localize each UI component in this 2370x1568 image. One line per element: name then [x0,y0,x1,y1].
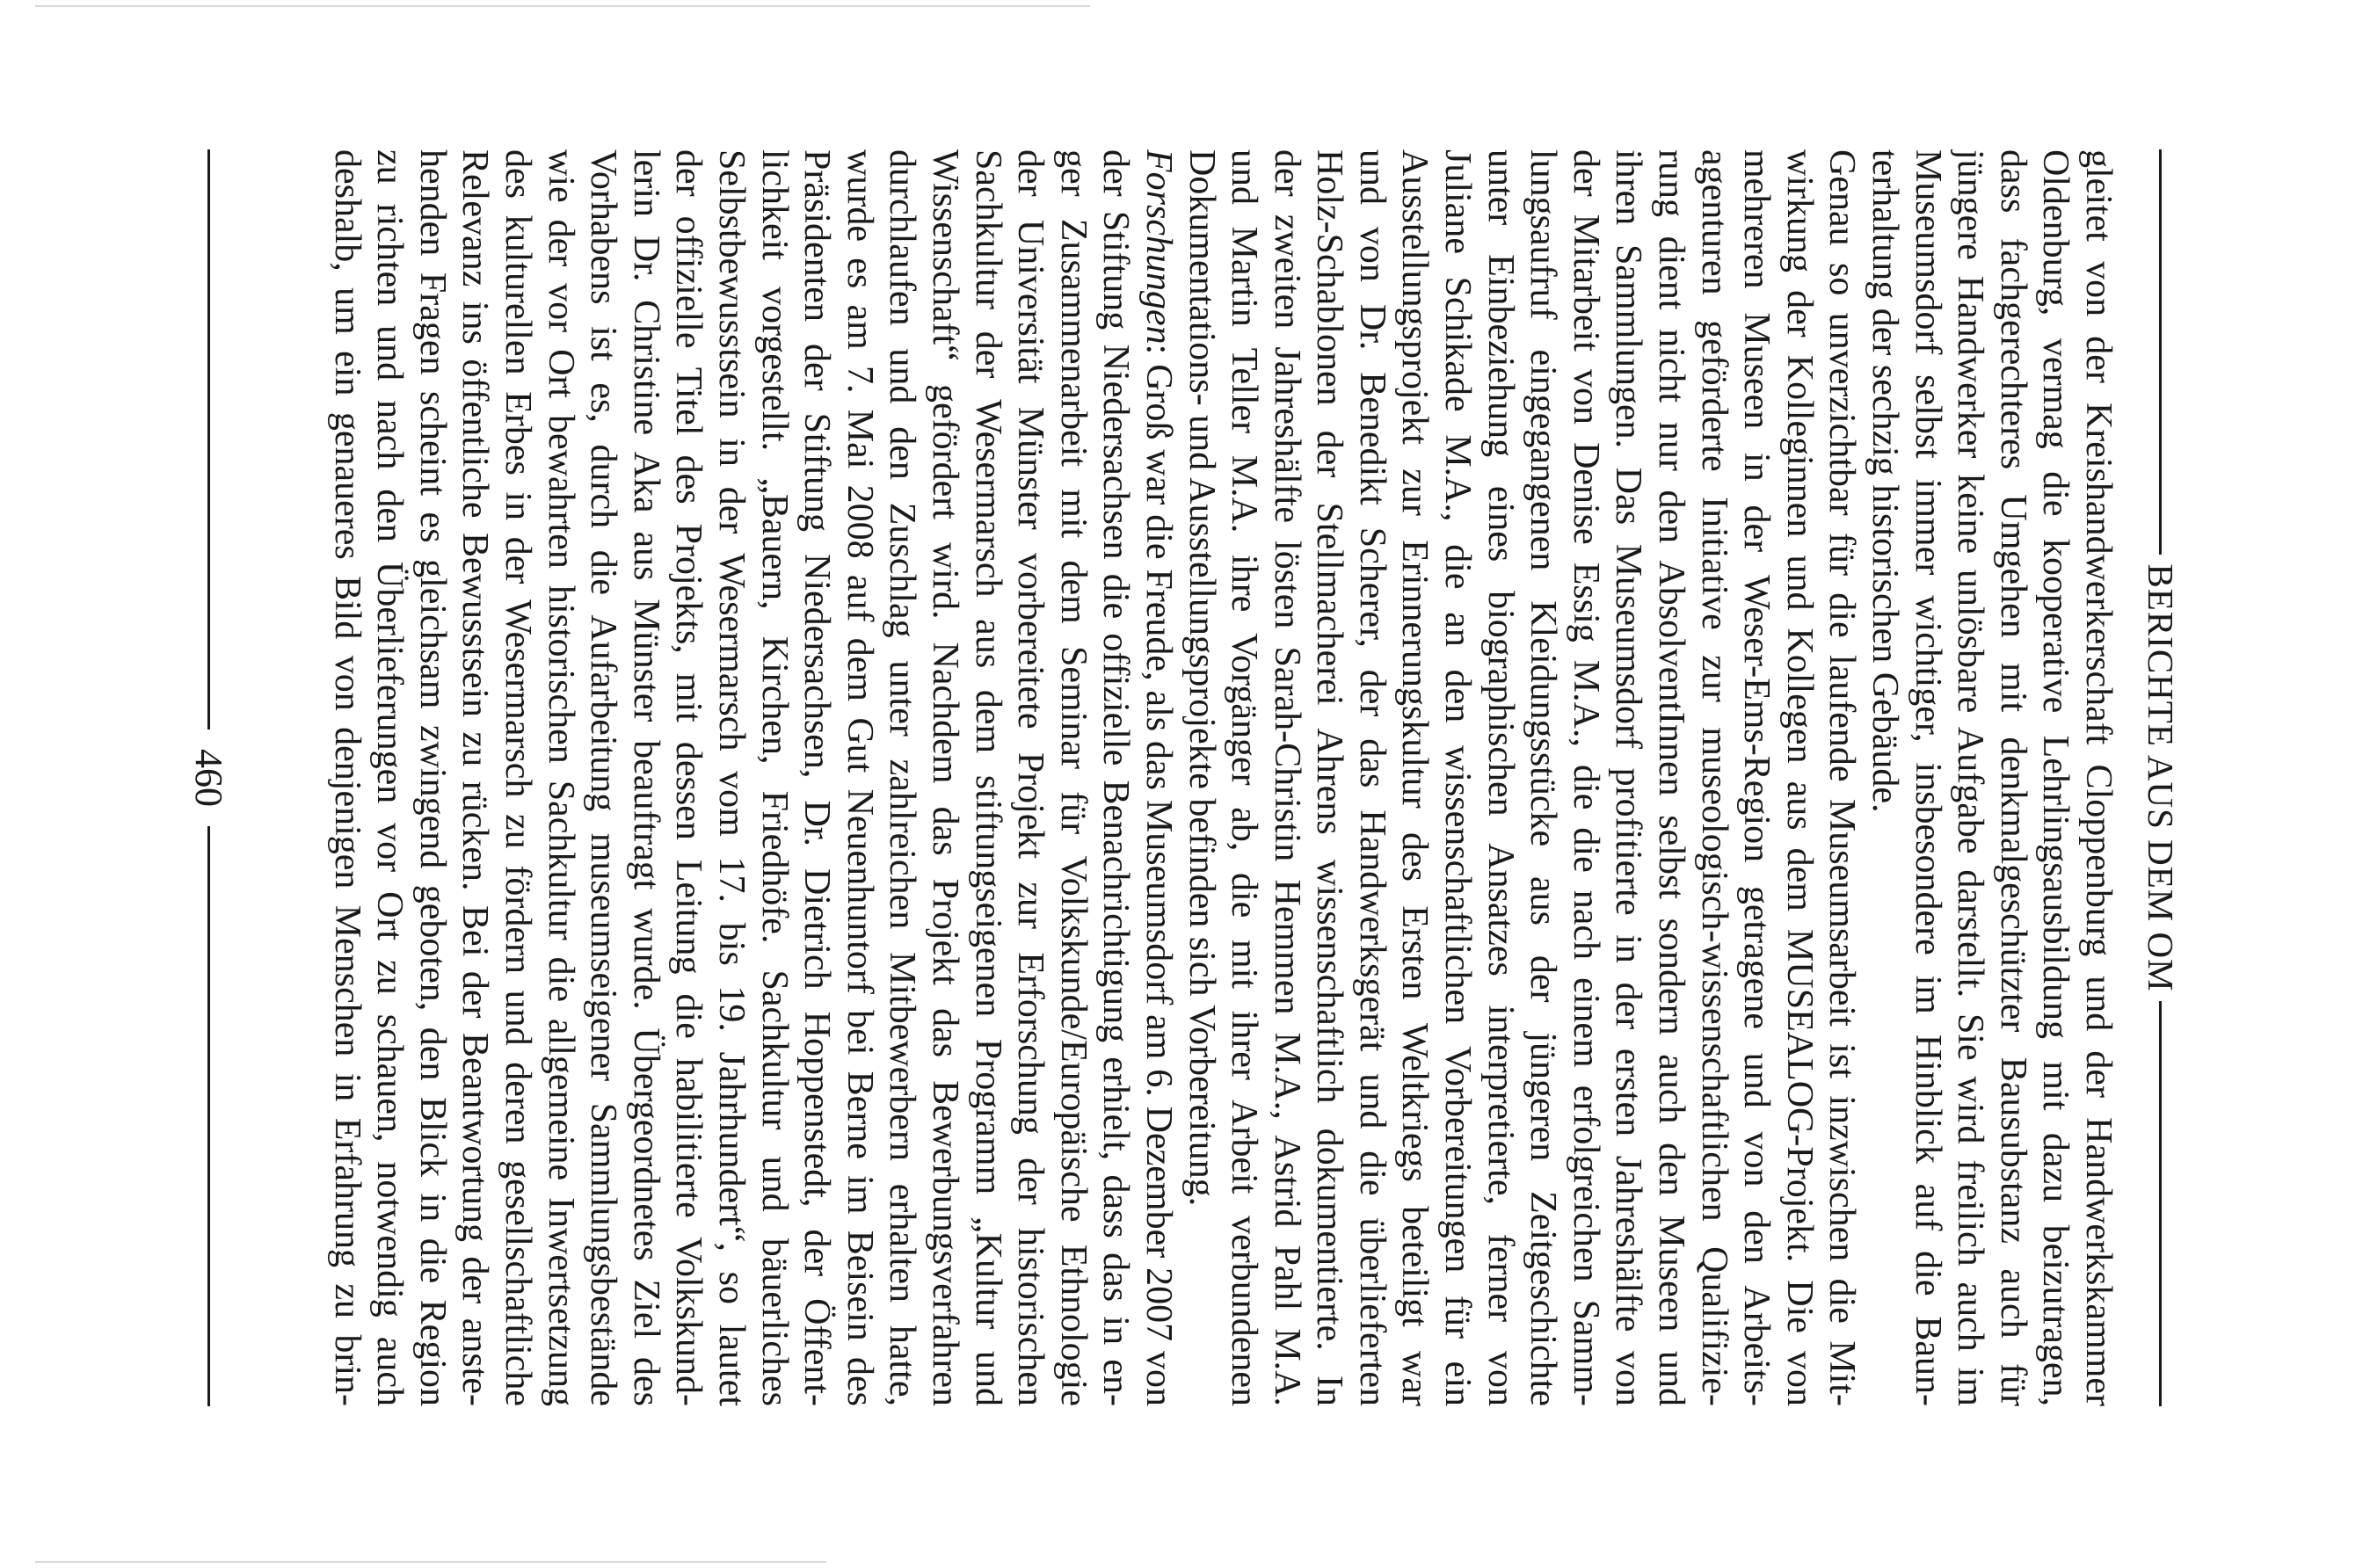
text-line [368,149,411,1406]
text-line [1223,149,1266,1406]
text-line [923,149,966,1406]
line-text: Selbstbewusstsein in der Wesermarsch vom 17. bis 19. Jahrhundert“, so lautet [711,149,752,1406]
text-line [454,149,497,1406]
line-text: Relevanz ins öffentliche Bewusstsein zu rücken. Bei der Beantwortung der anste- [454,149,496,1406]
line-text: Juliane Schikade M.A., die an den wissenschaftlichen Vorbereitungen für ein [1437,149,1479,1406]
text-line [1137,149,1180,1406]
page-number: 460 [187,749,231,807]
line-text: unter Einbeziehung eines biographischen Ansatzes interpretierte, ferner von [1479,149,1521,1406]
line-text: lungsaufruf eingegangenen Kleidungsstücke aus der jüngeren Zeitgeschichte [1523,149,1564,1406]
text-line [796,149,839,1406]
line-text: lichkeit vorgestellt. „Bauern, Kirchen, Friedhöfe. Sachkultur und bäuerliches [753,149,795,1406]
text-line [1692,149,1735,1406]
line-text: wurde es am 7. Mai 2008 auf dem Gut Neuenhuntorf bei Berne im Beisein des [839,149,880,1406]
line-text: zu richten und nach den Überlieferungen vor Ort zu schauen, notwendig auch [369,149,411,1406]
header-rule-left [2160,149,2163,555]
line-text: der Universität Münster vorbereitete Projekt zur Erforschung der historischen [1010,149,1051,1406]
text-line [1350,149,1393,1406]
text-line [667,149,710,1406]
section-label: Forschungen [1138,149,1179,345]
text-line [1479,149,1522,1406]
text-line [1863,149,1906,1406]
text-line [966,149,1009,1406]
line-text: jüngere Handwerker keine unlösbare Aufgabe darstellt. Sie wird freilich auch im [1950,149,1991,1406]
text-line [1051,149,1094,1406]
line-text: henden Fragen scheint es gleichsam zwingend geboten, den Blick in die Region [411,149,453,1406]
text-line [838,149,881,1406]
line-text: durchlaufen und den Zuschlag unter zahlreichen Mitbewerbern erhalten hatte, [882,149,923,1406]
text-line [1778,149,1821,1406]
text-line [624,149,667,1406]
line-text: ger Zusammenarbeit mit dem Seminar für Volkskunde/Europäische Ethnologie [1052,149,1094,1406]
text-line [1393,149,1436,1406]
line-text: Ausstellungsprojekt zur Erinnerungskultur des Ersten Weltkriegs beteiligt war [1394,149,1436,1406]
line-text: und von Dr. Benedikt Scherer, der das Handwerksgerät und die überlieferten [1351,149,1392,1406]
text-line [1265,149,1308,1406]
line-text: und Martin Teller M.A. ihre Vorgänger ab, die mit ihrer Arbeit verbundenen [1224,149,1265,1406]
text-line [1009,149,1052,1406]
line-text: Vorhabens ist es, durch die Aufarbeitung museumseigener Sammlungsbestände [583,149,624,1406]
footer-rule-right [208,826,211,1406]
line-text: lerin Dr. Christine Aka aus Münster beauftragt wurde. Übergeordnetes Ziel des [625,149,666,1406]
line-text: mehreren Museen in der Weser-Ems-Region getragene und von den Arbeits- [1736,149,1778,1406]
line-text: Präsidenten der Stiftung Niedersachsen, Dr. Dietrich Hoppenstedt, der Öffent- [796,149,838,1406]
line-text: des kulturellen Erbes in der Wesermarsch zu fördern und deren gesellschaftliche [498,149,539,1406]
line-text: der offizielle Titel des Projekts, mit dessen Leitung die habilitierte Volkskund- [668,149,709,1406]
line-text: Museumsdorf selbst immer wichtiger, insbesondere im Hinblick auf die Baun- [1907,149,1948,1406]
text-line [881,149,924,1406]
running-header [2134,149,2187,1406]
text-line [1522,149,1565,1406]
text-line [1564,149,1607,1406]
text-line [496,149,539,1406]
line-text: ihren Sammlungen. Das Museumsdorf profitierte in der ersten Jahreshälfte von [1608,149,1649,1406]
line-text: wirkung der Kolleginnen und Kollegen aus dem MUSEALOG-Projekt. Die von [1778,149,1820,1406]
line-text: Dokumentations- und Ausstellungsprojekte befinden sich Vorbereitung. [1181,149,1222,1207]
line-text: rung dient nicht nur den AbsolventInnen selbst sondern auch den Museen und [1651,149,1692,1406]
text-line [1436,149,1479,1406]
running-title: BERICHTE AUS DEM OM [2141,563,2181,992]
text-line [1735,149,1778,1406]
body-text [325,149,2119,1406]
text-line [539,149,582,1406]
text-line [1180,149,1223,1406]
text-line [1308,149,1351,1406]
text-line [2034,149,2077,1406]
line-text: terhaltung der sechzig historischen Gebäude. [1865,149,1906,813]
line-text: Genau so unverzichtbar für die laufende Museumsarbeit ist inzwischen die Mit- [1821,149,1863,1406]
line-text: agenturen geförderte Initiative zur museologisch-wissenschaftlichen Qualifizie- [1693,149,1734,1406]
text-line [1991,149,2034,1406]
line-text: Oldenburg, vermag die kooperative Lehrlingsausbildung mit dazu beizutragen, [2035,149,2076,1406]
text-line [2076,149,2119,1406]
line-text: Holz-Schablonen der Stellmacherei Ahrens wissenschaftlich dokumentierte. In [1309,149,1350,1406]
text-line [1949,149,1992,1406]
page-footer [183,149,236,1406]
text-line [709,149,752,1406]
line-text: Wissenschaft“ gefördert wird. Nachdem das Projekt das Bewerbungsverfahren [924,149,965,1406]
text-line [1821,149,1864,1406]
text-line [752,149,796,1406]
line-text: wie der vor Ort bewahrten historischen Sachkultur die allgemeine Inwertsetzung [540,149,581,1406]
line-text: dass fachgerechteres Umgehen mit denkmalgeschützter Bausubstanz auch für [1992,149,2033,1406]
line-text: gleitet von der Kreishandwerkerschaft Cloppenburg und der Handwerkskammer [2078,149,2119,1406]
header-rule-right [2160,1001,2163,1406]
text-line [411,149,454,1406]
text-line [1094,149,1138,1406]
line-text: Sachkultur der Wesermarsch aus dem stiftungseigenen Programm „Kultur und [967,149,1008,1406]
footer-rule-left [208,149,211,730]
line-text: deshalb, um ein genaueres Bild von denjenigen Menschen in Erfahrung zu brin- [326,149,367,1406]
text-line [582,149,625,1406]
line-text: der zweiten Jahreshälfte lösten Sarah-Christin Hemmen M.A., Astrid Pahl M.A. [1266,149,1307,1406]
text-line [1607,149,1650,1406]
line-text: der Stiftung Niedersachsen die offizielle Benachrichtigung erhielt, dass das in en- [1095,149,1137,1406]
text-line [325,149,368,1406]
text-line [1906,149,1949,1406]
line-text: : Groß war die Freude, als das Museumsdorf am 6. Dezember 2007 von [1138,344,1179,1406]
line-text: der Mitarbeit von Denise Essig M.A., die die nach einem erfolgreichen Samm- [1565,149,1606,1406]
text-line [1649,149,1692,1406]
